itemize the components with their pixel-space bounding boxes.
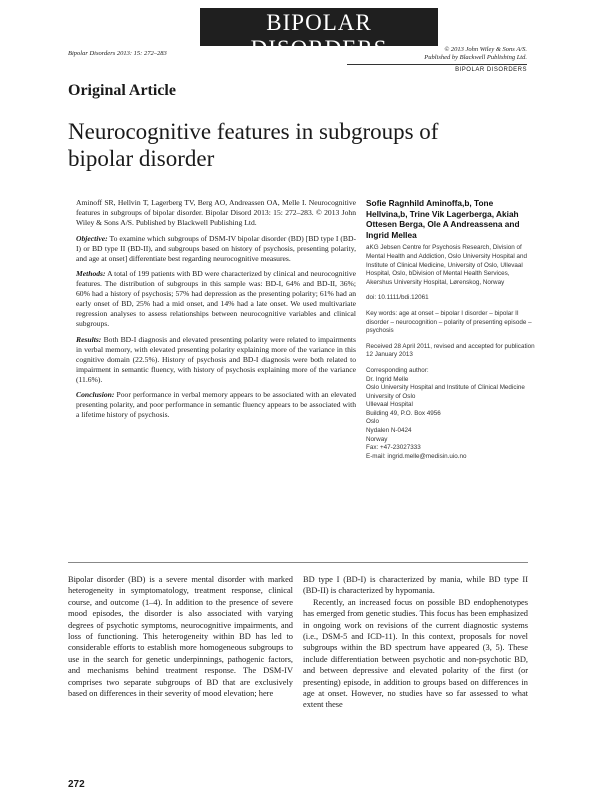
correspondence-line: University of Oslo <box>366 392 416 400</box>
correspondence-email[interactable]: E-mail: ingrid.melle@medisin.uio.no <box>366 452 467 460</box>
body-column-left <box>68 574 293 699</box>
body-column-right <box>303 574 528 711</box>
results-label: Results: <box>76 334 102 344</box>
keywords: Key words: age at onset – bipolar I disorder – bipolar II disorder – neurocognition – polarity of presenting episode – psychosis <box>366 309 532 335</box>
abstract-methods <box>76 269 356 328</box>
results-text: Both BD-I diagnosis and elevated presenting polarity were related to impairments in verbal memory, with elevated presenting polarity explaining more of the variance in this cognitive domain (22.5%). History of psychosis and BD-I diagnosis were both related to impairment in semantic fluency, with history of psychosis explaining more of the variance (11.6%). <box>76 334 356 384</box>
body-paragraph: BD type I (BD-I) is characterized by mania, while BD type II (BD-II) is characterized by hypomania. <box>303 575 528 596</box>
conclusion-label: Conclusion: <box>76 390 115 400</box>
article-sidebar <box>366 198 536 461</box>
correspondence-line: Building 49, P.O. Box 4956 <box>366 409 441 417</box>
journal-masthead <box>200 8 438 68</box>
journal-name: BIPOLAR DISORDERS <box>250 10 388 61</box>
body-paragraph: Bipolar disorder (BD) is a severe mental disorder with marked heterogeneity in symptomatology, treatment response, clinical course, and outcome (1–4). In addition to the presence of severe mood episodes, the disorder is also associated with varying degrees of psychotic symptoms, neurocognitive impairments, and loss of functioning. This heterogeneity within BD has led to considerable efforts to establish more homogeneous subgroups to use in the search for genetic underpinnings, pathogenic factors, and mechanisms behind treatment response. The DSM-IV comprises two separate subgroups of BD that are exclusively based on differences in their severity of mood elevation; here <box>68 575 293 699</box>
correspondence <box>366 367 536 462</box>
correspondence-line: Norway <box>366 435 388 443</box>
article-title: Neurocognitive features in subgroups of bipolar disorder <box>68 119 439 171</box>
copyright-line-2: Published by Blackwell Publishing Ltd. <box>424 54 527 61</box>
abstract-citation: Aminoff SR, Hellvin T, Lagerberg TV, Berg AO, Andreassen OA, Melle I. Neurocognitive features in subgroups of bipolar disorder. Bipolar Disord 2013: 15: 272–283. © 2013 John Wiley & Sons A/S. Published by Blackwell Publishing Ltd. <box>76 198 356 227</box>
correspondence-line: Nydalen N-0424 <box>366 427 412 435</box>
abstract-objective <box>76 234 356 264</box>
journal-citation: Bipolar Disorders 2013: 15: 272–283 <box>68 50 167 57</box>
correspondence-line: Fax: +47-23027333 <box>366 444 421 452</box>
objective-label: Objective: <box>76 233 108 243</box>
section-divider <box>68 562 528 563</box>
received-dates: Received 28 April 2011, revised and accepted for publication 12 January 2013 <box>366 342 535 359</box>
correspondence-line: Ullevaal Hospital <box>366 401 413 409</box>
body-paragraph: Recently, an increased focus on possible BD endophenotypes has emerged from genetic studies. This focus has been emphasized in ongoing work on revisions of the current diagnostic systems (i.e., DSM-5 and ICD-11). In this context, proposals for novel subgroups within the BD spectrum have appeared (3, 5). These include differentiation between psychotic and non-psychotic BD, and between depressive and elevated polarity of the first (or presenting) episode, in addition to groups based on differences in age at onset. However, no studies have so far assessed to what extent these <box>303 597 528 710</box>
page-number: 272 <box>68 779 85 790</box>
article-type: Original Article <box>68 82 176 99</box>
correspondence-line: Oslo <box>366 418 379 426</box>
correspondence-line: Dr. Ingrid Melle <box>366 375 409 383</box>
abstract-conclusion <box>76 390 356 420</box>
doi: doi: 10.1111/bdi.12061 <box>366 294 429 302</box>
abstract-results <box>76 335 356 385</box>
journal-sub-label: BIPOLAR DISORDERS <box>347 64 527 74</box>
objective-text: To examine which subgroups of DSM-IV bipolar disorder (BD) [BD type I (BD-I) or BD type II (BD-II), and subgroups based on history of psychosis, presenting polarity, and age at onset] differentiate best regarding neurocognitive measures. <box>76 233 356 263</box>
methods-label: Methods: <box>76 269 106 279</box>
methods-text: A total of 199 patients with BD were characterized by clinical and neurocognitive features. The distribution of subgroups in this sample was: BD-I, 64% and BD-II, 36%; 60% had a history of psychosis; 57% had depression as the presenting polarity; 61% had an early onset of BD, 25% had a mid onset, and 14% had a late onset. We used multivariate regression analyses to assess relationships between neurocognitive variables and clinical subgroups. <box>76 269 356 328</box>
journal-tagline: AN INTERNATIONAL JOURNAL OF PSYCHIATRY AND NEUROSCIENCES <box>201 63 437 68</box>
abstract <box>76 198 356 426</box>
author-list: Sofie Ragnhild Aminoffa,b, Tone Hellvina,b, Trine Vik Lagerberga, Akiah Ottesen Berga, Ole A Andreassena and Ingrid Mellea <box>366 198 520 240</box>
affiliations: aKG Jebsen Centre for Psychosis Research, Division of Mental Health and Addiction, Oslo University Hospital and Institute of Clinical Medicine, University of Oslo, Ullevaal Hospital, Oslo, bDivision of Mental Health Services, Akershus University Hospital, Lørenskog, Norway <box>366 244 528 286</box>
copyright-block <box>347 46 527 74</box>
conclusion-text: Poor performance in verbal memory appears to be associated with an elevated presenting polarity, and poor performance in semantic fluency appears to be associated with a lifetime history of psychosis. <box>76 390 356 420</box>
copyright-line-1: © 2013 John Wiley & Sons A/S. <box>444 46 527 53</box>
correspondence-line: Oslo University Hospital and Institute of Clinical Medicine <box>366 384 525 392</box>
correspondence-line: Corresponding author: <box>366 366 429 374</box>
